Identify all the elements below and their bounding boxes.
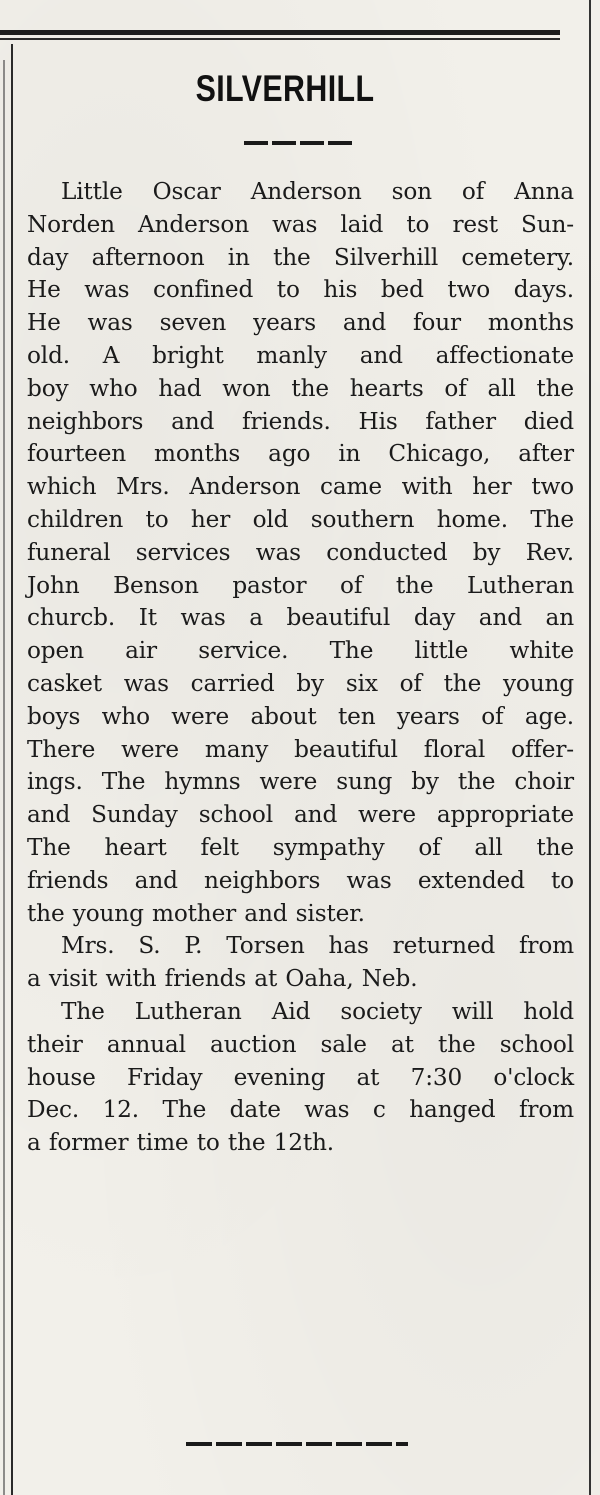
text-line: Dec. 12. The date was c hanged from [27,1096,574,1124]
article-headline: SILVERHILL [195,68,375,109]
headline-dash-rule [244,141,354,145]
text-line: Little Oscar Anderson son of Anna [61,178,574,205]
text-line: the young mother and sister. [27,899,365,927]
paragraph-torsen [27,930,574,996]
text-line: The Lutheran Aid society will hold [61,997,574,1025]
column-right-rule [589,0,591,1495]
text-line: fourteen months ago in Chicago, after [27,440,574,468]
text-line: a visit with friends at Oaha, Neb. [27,965,418,993]
text-line: open air service. The little white [27,637,574,665]
article-body [27,176,574,1160]
text-line: house Friday evening at 7:30 o'clock [27,1063,574,1091]
closing-dash-rule [186,1442,408,1446]
text-line: There were many beautiful floral offer- [27,735,574,763]
text-line: The heart felt sympathy of all the [27,833,574,861]
text-line: John Benson pastor of the Lutheran [27,571,574,599]
text-line: and Sunday school and were appropriate [27,801,574,829]
text-line: Mrs. S. P. Torsen has returned from [61,932,574,960]
text-line: churcb. It was a beautiful day and an [27,604,574,632]
text-line: day afternoon in the Silverhill cemetery. [27,243,574,271]
text-line: funeral services was conducted by Rev. [27,538,574,566]
top-double-rule [0,30,560,35]
column-left-rule [11,44,13,1495]
text-line: old. A bright manly and affectionate [27,341,574,369]
text-line: a former time to the 12th. [27,1129,335,1157]
paragraph-aid-society [27,996,574,1160]
text-line: casket was carried by six of the young [27,669,574,697]
text-line: He was seven years and four months [27,309,574,337]
text-line: friends and neighbors was extended to [27,866,574,894]
top-thin-rule [0,38,560,40]
text-line: ings. The hymns were sung by the choir [27,768,574,796]
text-line: Norden Anderson was laid to rest Sun- [27,210,574,238]
text-line: boys who were about ten years of age. [27,702,574,730]
text-line: their annual auction sale at the school [27,1030,574,1058]
paragraph-funeral [27,176,574,930]
text-line: boy who had won the hearts of all the [27,374,574,402]
text-line: He was confined to his bed two days. [27,276,574,304]
text-line: children to her old southern home. The [27,505,574,533]
text-line: neighbors and friends. His father died [27,407,574,435]
column-outer-rule [3,60,5,1495]
text-line: which Mrs. Anderson came with her two [27,473,574,501]
